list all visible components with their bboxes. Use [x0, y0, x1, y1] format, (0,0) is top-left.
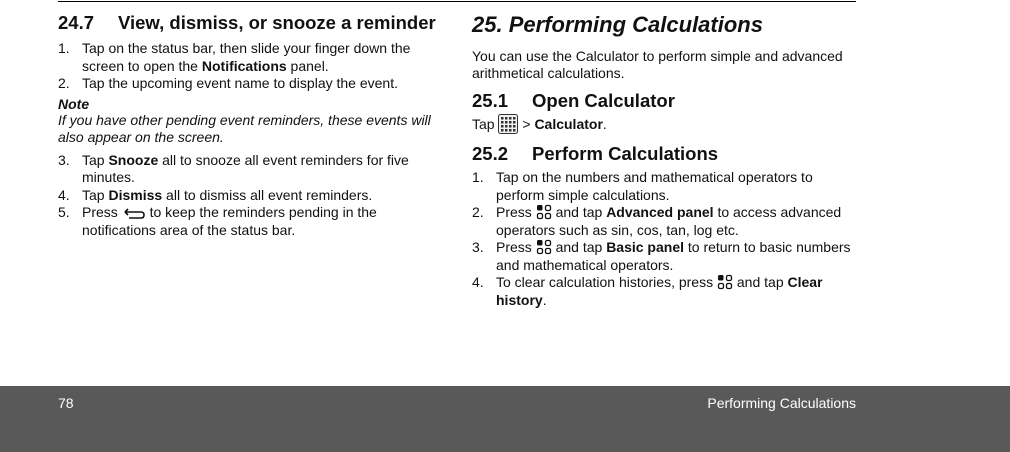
chapter-title: 25. Performing Calculations — [472, 12, 763, 37]
step-bold: Notifications — [201, 57, 287, 74]
open-instruction — [472, 114, 862, 134]
list-item — [58, 187, 448, 205]
step-text: and tap — [555, 204, 607, 220]
list-item — [472, 169, 862, 204]
section-number: 24.7 — [58, 12, 95, 33]
left-column — [58, 12, 448, 239]
menu-key-icon — [717, 274, 733, 290]
section-title: View, dismiss, or snooze a reminder — [118, 12, 436, 33]
step-text: Tap — [82, 151, 109, 168]
step-text: to return to basic numbers and mathematical operators. — [496, 239, 851, 273]
list-item — [58, 204, 448, 239]
page-number: 78 — [58, 395, 74, 411]
step-number: 2. — [472, 204, 484, 220]
intro-text: You can use the Calculator to perform simple and advanced arithmetical calculations. — [472, 48, 843, 81]
step-bold: Advanced panel — [606, 204, 714, 220]
section-heading-25-1 — [472, 90, 862, 112]
step-text: all to snooze all event reminders for five minutes. — [82, 151, 409, 185]
right-column — [472, 11, 862, 309]
list-item — [58, 75, 448, 93]
step-number: 3. — [472, 239, 484, 255]
open-text: . — [602, 116, 607, 132]
list-item — [472, 239, 862, 274]
note-label: Note — [58, 95, 90, 112]
list-item — [472, 274, 862, 309]
section-number: 25.1 — [472, 90, 509, 111]
step-text: Press — [496, 204, 532, 220]
list-item — [472, 204, 862, 239]
step-text: Press — [82, 204, 122, 220]
page-footer — [0, 386, 1010, 452]
step-text: and tap — [736, 274, 788, 290]
list-item — [58, 152, 448, 187]
menu-key-icon — [536, 204, 552, 220]
step-text: to keep the reminders pending in the notifications area of the status bar. — [82, 204, 377, 238]
section-number: 25.2 — [472, 143, 509, 164]
section-heading-25-2 — [472, 143, 862, 165]
top-rule — [58, 1, 856, 2]
step-text: Tap on the numbers and mathematical operators to perform simple calculations. — [496, 169, 813, 203]
calculator-label: Calculator — [534, 116, 603, 132]
step-text: Press — [496, 239, 532, 255]
step-text: and tap — [555, 239, 607, 255]
step-bold: Snooze — [108, 151, 159, 168]
step-number: 1. — [472, 169, 484, 185]
step-text: panel. — [286, 57, 329, 74]
step-text: Tap the upcoming event name to display the event. — [82, 75, 398, 91]
step-text: all to dismiss all event reminders. — [162, 186, 373, 203]
section-heading-24-7 — [58, 12, 448, 34]
menu-key-icon — [536, 239, 552, 255]
open-separator: > — [522, 116, 531, 132]
footer-title: Performing Calculations — [707, 395, 856, 411]
section-title: Perform Calculations — [532, 143, 719, 164]
back-arrow-icon — [122, 208, 146, 220]
step-bold: Basic panel — [606, 239, 685, 255]
step-number: 4. — [472, 274, 484, 290]
list-item — [58, 40, 448, 75]
open-text: Tap — [472, 116, 495, 132]
note-text: If you have other pending event reminders, these events will also appear on the screen. — [58, 111, 431, 145]
step-text: . — [542, 291, 547, 308]
step-text: to access advanced operators such as sin, cos, tan, log etc. — [496, 204, 842, 238]
step-text: To clear calculation histories, press — [496, 274, 714, 290]
step-number: 1. — [58, 40, 70, 56]
step-bold: Clear history — [496, 274, 823, 308]
step-bold: Dismiss — [108, 186, 163, 203]
step-text: Tap on the status bar, then slide your finger down the screen to open the — [82, 40, 411, 74]
step-number: 2. — [58, 75, 70, 91]
section-title: Open Calculator — [532, 90, 675, 111]
step-text: Tap — [82, 186, 109, 203]
step-number: 3. — [58, 151, 70, 168]
step-number: 5. — [58, 204, 70, 220]
app-grid-icon — [498, 114, 518, 134]
step-number: 4. — [58, 186, 70, 203]
